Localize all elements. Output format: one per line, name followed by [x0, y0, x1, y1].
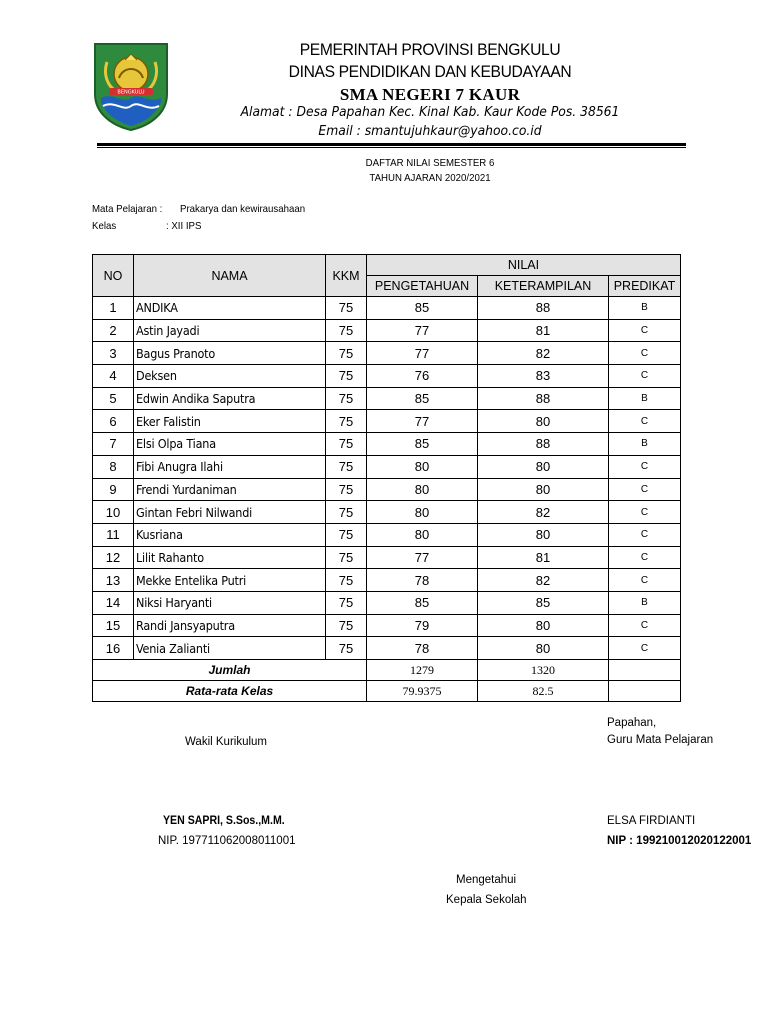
cell-kkm: 75 — [326, 319, 367, 342]
cell-kkm: 75 — [326, 478, 367, 501]
cell-predikat: C — [609, 546, 681, 569]
sign-left-nip: NIP. 197711062008011001 — [158, 835, 296, 847]
table-row — [93, 342, 681, 365]
cell-pengetahuan: 80 — [367, 501, 478, 524]
cell-pengetahuan: 85 — [367, 387, 478, 410]
cell-keterampilan: 80 — [478, 455, 609, 478]
cell-predikat: C — [609, 342, 681, 365]
doc-year: TAHUN AJARAN 2020/2021 — [369, 172, 491, 184]
cell-predikat: B — [609, 433, 681, 456]
cell-keterampilan: 80 — [478, 523, 609, 546]
table-row — [93, 478, 681, 501]
cell-nama: Niksi Haryanti — [134, 591, 326, 614]
sign-center-title: Kepala Sekolah — [446, 894, 527, 906]
table-row — [93, 297, 681, 320]
rata-label: Rata-rata Kelas — [93, 681, 367, 702]
cell-nama: Bagus Pranoto — [134, 342, 326, 365]
cell-keterampilan: 88 — [478, 387, 609, 410]
cell-nama: Lilit Rahanto — [134, 546, 326, 569]
cell-no: 10 — [93, 501, 134, 524]
cell-predikat: C — [609, 478, 681, 501]
cell-kkm: 75 — [326, 455, 367, 478]
cell-no: 1 — [93, 297, 134, 320]
cell-pengetahuan: 76 — [367, 365, 478, 388]
cell-nama: Fibi Anugra Ilahi — [134, 455, 326, 478]
cell-kkm: 75 — [326, 410, 367, 433]
grades-table — [92, 254, 681, 702]
col-header-kkm: KKM — [326, 255, 367, 297]
cell-keterampilan: 82 — [478, 569, 609, 592]
table-row — [93, 501, 681, 524]
cell-no: 14 — [93, 591, 134, 614]
rata-predikat — [609, 681, 681, 702]
jumlah-pengetahuan: 1279 — [367, 660, 478, 681]
cell-keterampilan: 83 — [478, 365, 609, 388]
cell-kkm: 75 — [326, 501, 367, 524]
logo-text: BENGKULU — [117, 89, 145, 96]
sign-left-name: YEN SAPRI, S.Sos.,M.M. — [163, 815, 285, 827]
cell-kkm: 75 — [326, 433, 367, 456]
cell-no: 9 — [93, 478, 134, 501]
cell-kkm: 75 — [326, 342, 367, 365]
cell-keterampilan: 80 — [478, 614, 609, 637]
cell-keterampilan: 88 — [478, 433, 609, 456]
cell-nama: Gintan Febri Nilwandi — [134, 501, 326, 524]
cell-pengetahuan: 80 — [367, 523, 478, 546]
cell-no: 6 — [93, 410, 134, 433]
subject-value: Prakarya dan kewirausahaan — [180, 203, 306, 215]
cell-keterampilan: 80 — [478, 478, 609, 501]
cell-nama: Deksen — [134, 365, 326, 388]
sign-right-nip: NIP : 199210012020122001 — [607, 835, 752, 847]
jumlah-row — [93, 660, 681, 681]
cell-predikat: C — [609, 614, 681, 637]
cell-no: 13 — [93, 569, 134, 592]
cell-keterampilan: 80 — [478, 410, 609, 433]
cell-predikat: C — [609, 455, 681, 478]
rata-pengetahuan: 79.9375 — [367, 681, 478, 702]
header-province: PEMERINTAH PROVINSI BENGKULU — [299, 40, 561, 59]
cell-no: 15 — [93, 614, 134, 637]
cell-no: 4 — [93, 365, 134, 388]
cell-no: 5 — [93, 387, 134, 410]
cell-kkm: 75 — [326, 365, 367, 388]
table-row — [93, 387, 681, 410]
header-rule-thin — [97, 147, 686, 148]
table-row — [93, 546, 681, 569]
jumlah-predikat — [609, 660, 681, 681]
cell-keterampilan: 88 — [478, 297, 609, 320]
cell-pengetahuan: 77 — [367, 319, 478, 342]
cell-keterampilan: 81 — [478, 546, 609, 569]
jumlah-keterampilan: 1320 — [478, 660, 609, 681]
cell-keterampilan: 82 — [478, 501, 609, 524]
col-header-nama: NAMA — [134, 255, 326, 297]
cell-pengetahuan: 77 — [367, 546, 478, 569]
cell-nama: Eker Falistin — [134, 410, 326, 433]
table-row — [93, 365, 681, 388]
cell-nama: Mekke Entelika Putri — [134, 569, 326, 592]
table-row — [93, 319, 681, 342]
cell-predikat: B — [609, 297, 681, 320]
rata-row — [93, 681, 681, 702]
cell-nama: Elsi Olpa Tiana — [134, 433, 326, 456]
cell-kkm: 75 — [326, 637, 367, 660]
col-header-nilai: NILAI — [367, 255, 681, 276]
sign-right-title: Guru Mata Pelajaran — [607, 734, 714, 746]
cell-kkm: 75 — [326, 546, 367, 569]
cell-kkm: 75 — [326, 591, 367, 614]
cell-no: 12 — [93, 546, 134, 569]
col-header-predikat: PREDIKAT — [609, 276, 681, 297]
cell-pengetahuan: 80 — [367, 478, 478, 501]
jumlah-label: Jumlah — [93, 660, 367, 681]
cell-nama: Kusriana — [134, 523, 326, 546]
header-rule-thick — [97, 143, 686, 146]
cell-predikat: C — [609, 569, 681, 592]
table-row — [93, 637, 681, 660]
cell-keterampilan: 85 — [478, 591, 609, 614]
cell-kkm: 75 — [326, 614, 367, 637]
cell-nama: Venia Zalianti — [134, 637, 326, 660]
cell-pengetahuan: 80 — [367, 455, 478, 478]
table-row — [93, 614, 681, 637]
table-row — [93, 591, 681, 614]
cell-pengetahuan: 85 — [367, 297, 478, 320]
cell-pengetahuan: 77 — [367, 342, 478, 365]
cell-no: 8 — [93, 455, 134, 478]
table-row — [93, 433, 681, 456]
cell-predikat: C — [609, 410, 681, 433]
cell-nama: Randi Jansyaputra — [134, 614, 326, 637]
header-address: Alamat : Desa Papahan Kec. Kinal Kab. Kaur Kode Pos. 38561 — [240, 105, 620, 120]
subject-label: Mata Pelajaran : — [92, 203, 163, 215]
cell-predikat: C — [609, 523, 681, 546]
cell-keterampilan: 81 — [478, 319, 609, 342]
table-row — [93, 455, 681, 478]
rata-keterampilan: 82.5 — [478, 681, 609, 702]
cell-kkm: 75 — [326, 387, 367, 410]
doc-title: DAFTAR NILAI SEMESTER 6 — [365, 157, 495, 169]
cell-no: 11 — [93, 523, 134, 546]
cell-pengetahuan: 85 — [367, 433, 478, 456]
table-row — [93, 410, 681, 433]
cell-no: 2 — [93, 319, 134, 342]
cell-predikat: C — [609, 365, 681, 388]
cell-predikat: C — [609, 637, 681, 660]
header-department: DINAS PENDIDIKAN DAN KEBUDAYAAN — [288, 62, 572, 81]
cell-pengetahuan: 78 — [367, 637, 478, 660]
cell-pengetahuan: 85 — [367, 591, 478, 614]
sign-place: Papahan, — [607, 717, 657, 729]
cell-kkm: 75 — [326, 569, 367, 592]
cell-predikat: C — [609, 319, 681, 342]
cell-kkm: 75 — [326, 523, 367, 546]
col-header-pengetahuan: PENGETAHUAN — [367, 276, 478, 297]
cell-pengetahuan: 79 — [367, 614, 478, 637]
cell-nama: Frendi Yurdaniman — [134, 478, 326, 501]
sign-center-acknowledge: Mengetahui — [456, 874, 517, 886]
cell-kkm: 75 — [326, 297, 367, 320]
cell-keterampilan: 82 — [478, 342, 609, 365]
cell-nama: Edwin Andika Saputra — [134, 387, 326, 410]
col-header-keterampilan: KETERAMPILAN — [478, 276, 609, 297]
sign-left-title: Wakil Kurikulum — [185, 736, 268, 748]
cell-keterampilan: 80 — [478, 637, 609, 660]
table-row — [93, 569, 681, 592]
sign-right-name: ELSA FIRDIANTI — [607, 815, 696, 827]
cell-predikat: B — [609, 387, 681, 410]
table-header-row — [93, 255, 681, 276]
header-school: SMA NEGERI 7 KAUR — [339, 85, 521, 104]
cell-nama: ANDIKA — [134, 297, 326, 320]
cell-no: 3 — [93, 342, 134, 365]
cell-nama: Astin Jayadi — [134, 319, 326, 342]
cell-pengetahuan: 77 — [367, 410, 478, 433]
col-header-no: NO — [93, 255, 134, 297]
province-logo — [93, 42, 169, 132]
cell-pengetahuan: 78 — [367, 569, 478, 592]
cell-no: 16 — [93, 637, 134, 660]
class-label: Kelas — [92, 220, 117, 232]
cell-predikat: C — [609, 501, 681, 524]
header-email: Email : smantujuhkaur@yahoo.co.id — [318, 124, 542, 139]
table-row — [93, 523, 681, 546]
cell-no: 7 — [93, 433, 134, 456]
cell-predikat: B — [609, 591, 681, 614]
class-value: : XII IPS — [166, 220, 202, 232]
